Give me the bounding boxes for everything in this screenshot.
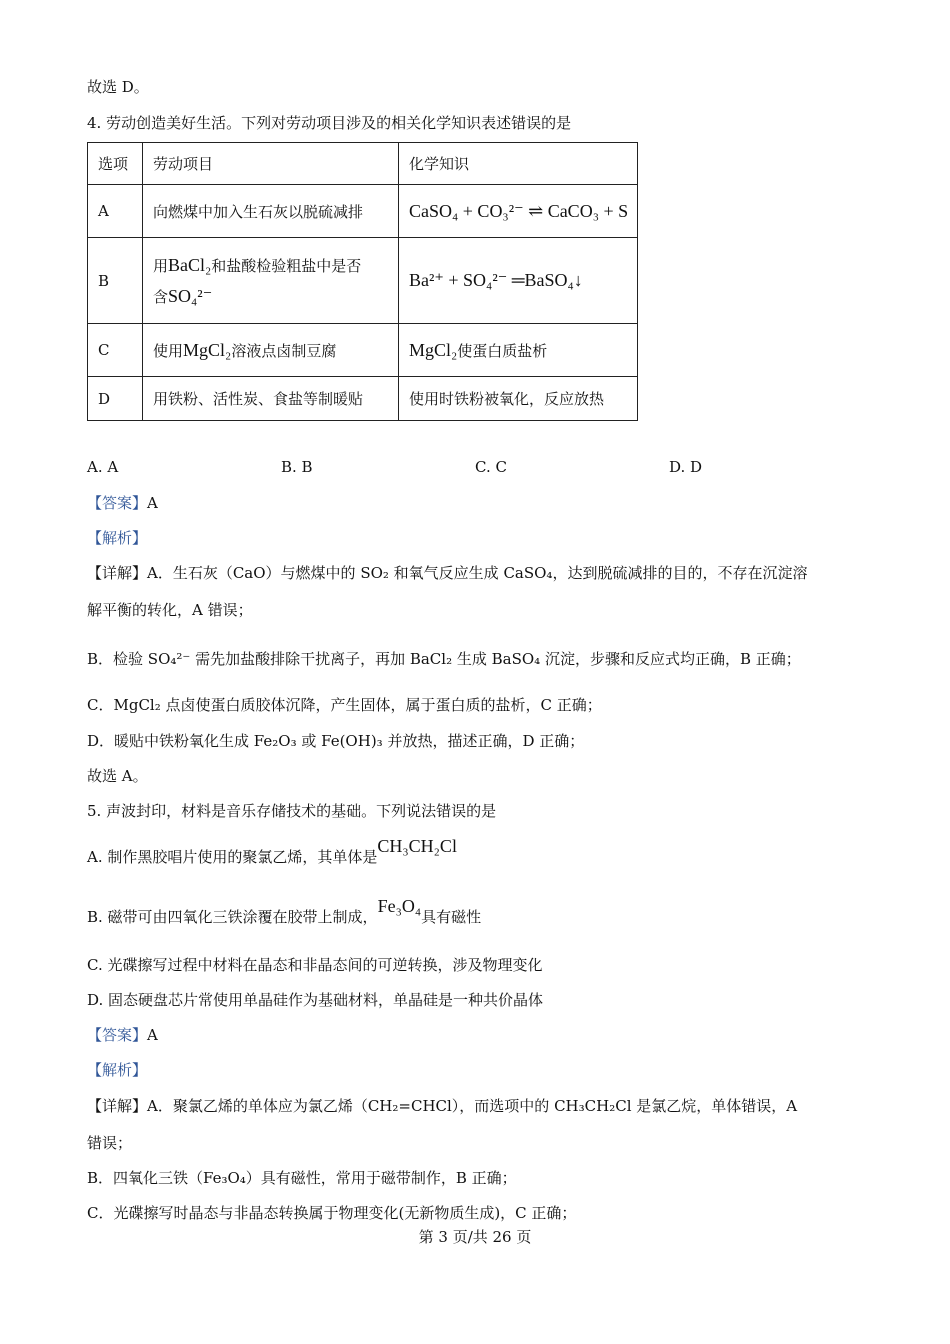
q4-analysis-tag: 【解析】 — [87, 529, 148, 547]
row-c-mgcl2: MgCl₂ — [183, 339, 232, 360]
q4-conclusion: 故选 A。 — [87, 767, 148, 785]
q4-option-a: A. A — [87, 458, 119, 476]
q4-stem: 4. 劳动创造美好生活。下列对劳动项目涉及的相关化学知识表述错误的是 — [87, 114, 572, 132]
row-b-text2: 和盐酸检验粗盐中是否 — [211, 256, 362, 275]
row-a-option: A — [88, 185, 143, 238]
q4-option-c: C. C — [475, 458, 507, 476]
prev-conclusion: 故选 D。 — [87, 78, 149, 96]
q5-detail-3: B．四氧化三铁（Fe₃O₄）具有磁性，常用于磁带制作，B 正确； — [87, 1169, 517, 1187]
table-header-row — [88, 143, 638, 185]
row-b-text: 用 — [153, 256, 169, 275]
answer-value: A — [147, 1026, 158, 1044]
q5-option-a — [87, 836, 457, 867]
q5-option-c: C. 光碟擦写过程中材料在晶态和非晶态间的可逆转换，涉及物理变化 — [87, 956, 543, 974]
q5-option-b-formula: Fe₃O₄ — [377, 896, 422, 916]
row-c-text: 使用 — [153, 341, 184, 360]
q4-detail-3: B．检验 SO₄²⁻ 需先加盐酸排除干扰离子，再加 BaCl₂ 生成 BaSO₄ 沉淀，步骤和反应式均正确，B 正确； — [87, 650, 801, 668]
row-c-mgcl2-2: MgCl₂ — [409, 339, 458, 360]
q5-option-a-formula: CH₃CH₂Cl — [377, 836, 457, 856]
q5-stem: 5. 声波封印，材料是音乐存储技术的基础。下列说法错误的是 — [87, 802, 497, 820]
q5-detail-1: 【详解】A．聚氯乙烯的单体应为氯乙烯（CH₂=CHCl），而选项中的 CH₃CH₂Cl 是氯乙烷，单体错误，A — [87, 1097, 798, 1115]
q4-detail-2: 解平衡的转化，A 错误； — [87, 601, 253, 619]
row-d-option: D — [88, 377, 143, 421]
row-c-knowledge — [399, 324, 638, 377]
table-row — [88, 185, 638, 238]
row-b-option: B — [88, 238, 143, 324]
q4-detail-1: 【详解】A．生石灰（CaO）与燃煤中的 SO₂ 和氧气反应生成 CaSO₄，达到脱硫减排的目的，不存在沉淀溶 — [87, 564, 808, 582]
row-a-equation: CaSO₄ + CO₃²⁻ ⇌ CaCO₃ + S — [409, 200, 629, 221]
q4-answer — [87, 493, 158, 513]
q5-option-b-text: B. 磁带可由四氧化三铁涂覆在胶带上制成， — [87, 908, 378, 926]
q5-option-a-text: A. 制作黑胶唱片使用的聚氯乙烯，其单体是 — [87, 848, 378, 866]
answer-tag: 【答案】 — [87, 494, 148, 512]
q4-table — [87, 142, 638, 421]
q5-detail-2: 错误； — [87, 1134, 133, 1152]
table-row — [88, 377, 638, 421]
header-option: 选项 — [88, 143, 143, 185]
row-b-item — [143, 238, 399, 324]
table-row — [88, 324, 638, 377]
row-b-text3: 含 — [153, 287, 169, 306]
q4-detail-4: C．MgCl₂ 点卤使蛋白质胶体沉降，产生固体，属于蛋白质的盐析，C 正确； — [87, 696, 602, 714]
row-c-item — [143, 324, 399, 377]
q4-options — [87, 458, 847, 480]
row-c-text3: 使蛋白质盐析 — [457, 341, 548, 360]
row-c-text2: 溶液点卤制豆腐 — [231, 341, 337, 360]
row-b-bacl2: BaCl₂ — [168, 254, 212, 275]
q4-option-b: B. B — [281, 458, 313, 476]
table-row — [88, 238, 638, 324]
row-b-sulfate: SO₄²⁻ — [168, 285, 213, 306]
row-d-item: 用铁粉、活性炭、食盐等制暖贴 — [143, 377, 399, 421]
header-knowledge: 化学知识 — [399, 143, 638, 185]
row-d-knowledge: 使用时铁粉被氧化，反应放热 — [399, 377, 638, 421]
answer-value: A — [147, 494, 158, 512]
row-a-knowledge — [399, 185, 638, 238]
q5-analysis-tag: 【解析】 — [87, 1061, 148, 1079]
q5-detail-4: C．光碟擦写时晶态与非晶态转换属于物理变化(无新物质生成)，C 正确； — [87, 1204, 577, 1222]
row-c-option: C — [88, 324, 143, 377]
q5-answer — [87, 1025, 158, 1045]
page-footer: 第 3 页/共 26 页 — [418, 1228, 532, 1246]
answer-tag: 【答案】 — [87, 1026, 148, 1044]
q5-option-b — [87, 896, 482, 927]
row-b-equation: Ba²⁺ + SO₄²⁻ ═BaSO₄↓ — [409, 270, 583, 290]
row-a-item: 向燃煤中加入生石灰以脱硫减排 — [143, 185, 399, 238]
header-item: 劳动项目 — [143, 143, 399, 185]
q5-option-d: D. 固态硬盘芯片常使用单晶硅作为基础材料，单晶硅是一种共价晶体 — [87, 991, 544, 1009]
q4-detail-5: D．暖贴中铁粉氧化生成 Fe₂O₃ 或 Fe(OH)₃ 并放热，描述正确，D 正确； — [87, 732, 585, 750]
row-b-knowledge — [399, 238, 638, 324]
q5-option-b-text2: 具有磁性 — [421, 908, 482, 926]
q4-option-d: D. D — [669, 458, 703, 476]
